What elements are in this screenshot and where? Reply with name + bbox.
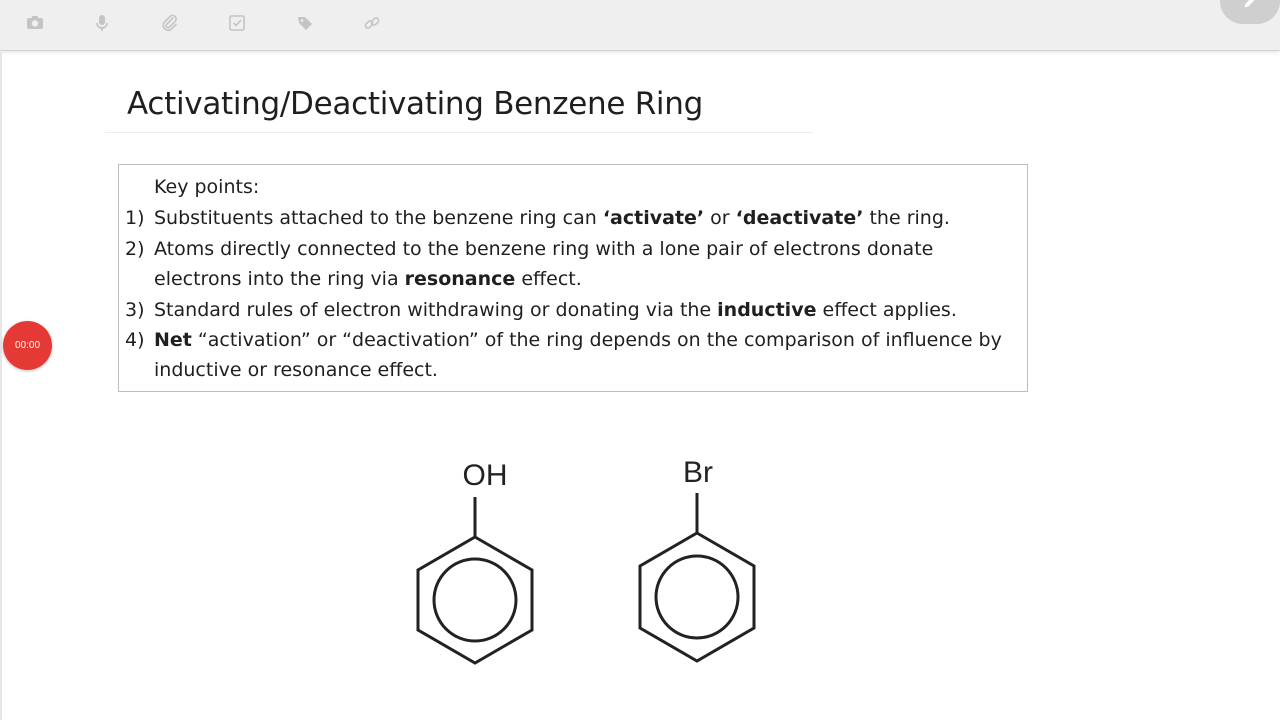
key-point-text: Atoms directly connected to the benzene ring with a lone pair of electrons donate electrons into the ring via resonance effect. <box>154 238 934 290</box>
tag-icon[interactable] <box>292 10 318 36</box>
title-divider <box>105 132 813 133</box>
sheet-edge <box>0 52 2 720</box>
key-point-1 <box>125 203 1020 233</box>
link-icon[interactable] <box>359 10 385 36</box>
attachment-icon[interactable] <box>157 10 183 36</box>
microphone-icon[interactable] <box>89 10 115 36</box>
key-point-text: Standard rules of electron withdrawing or donating via the inductive effect applies. <box>154 299 957 321</box>
bromobenzene-aromatic-circle <box>656 556 738 638</box>
camera-icon[interactable] <box>22 10 48 36</box>
page-title: Activating/Deactivating Benzene Ring <box>127 86 703 122</box>
key-point-2 <box>125 234 1020 294</box>
bromobenzene-structure <box>640 456 754 661</box>
key-point-4 <box>125 325 1020 385</box>
key-points-box <box>118 164 1028 392</box>
benzene-structures <box>400 445 780 675</box>
recording-timer-button[interactable] <box>3 321 52 370</box>
phenol-structure <box>418 459 532 663</box>
phenol-aromatic-circle <box>434 559 516 641</box>
recording-time: 00:00 <box>14 340 41 351</box>
key-point-text: Net “activation” or “deactivation” of the ring depends on the comparison of influence by inductive or resonance effect. <box>154 329 1002 381</box>
key-point-text: Substituents attached to the benzene ring can ‘activate’ or ‘deactivate’ the ring. <box>154 207 950 229</box>
key-point-3 <box>125 295 1020 325</box>
phenol-substituent-label: OH <box>462 459 508 492</box>
key-points-heading: Key points: <box>154 176 260 198</box>
key-point-number: 4) <box>125 329 145 351</box>
key-point-number: 3) <box>125 299 145 321</box>
key-point-number: 1) <box>125 207 145 229</box>
key-point-number: 2) <box>125 238 145 260</box>
checkbox-icon[interactable] <box>224 10 250 36</box>
pencil-icon <box>1241 0 1259 24</box>
toolbar <box>0 0 1280 51</box>
bromobenzene-substituent-label: Br <box>683 456 713 489</box>
